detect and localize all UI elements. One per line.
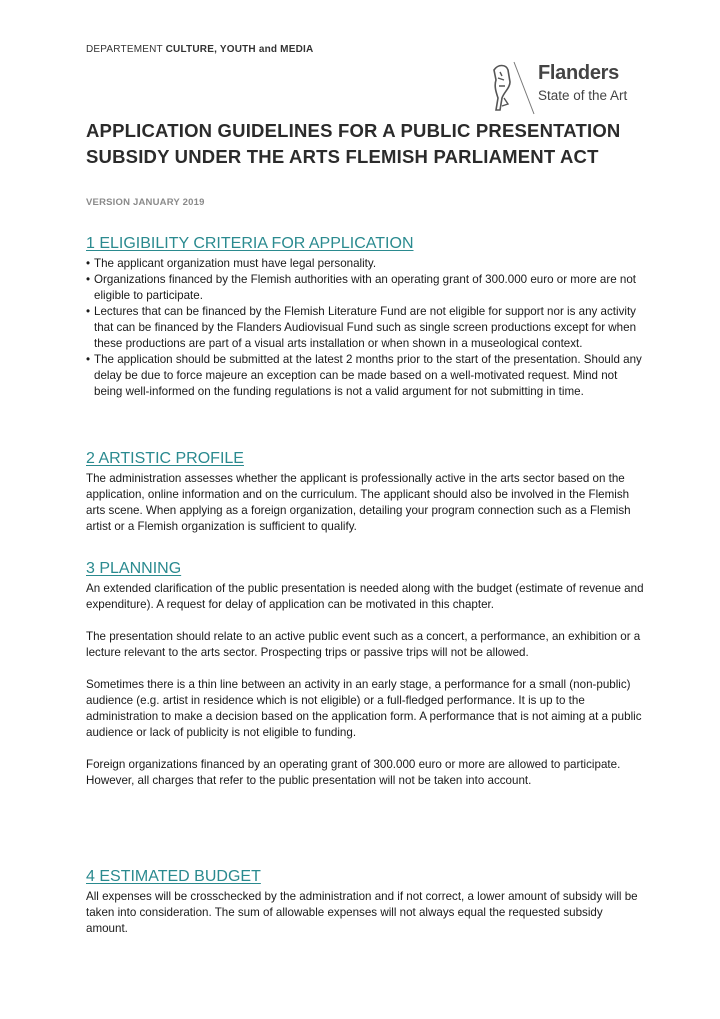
section-4-body (86, 889, 646, 953)
paragraph: The presentation should relate to an active public event such as a concert, a performance, an exhibition or a lecture relevant to the arts sector. Prospecting trips or passive trips will not be allowed. (86, 630, 641, 659)
section-2-heading: 2 ARTISTIC PROFILE (86, 450, 244, 467)
paragraph: An extended clarification of the public presentation is needed along with the budget (estimate of revenue and expenditure). A request for delay of application can be motivated in this chapter. (86, 582, 644, 611)
logo-title: Flanders (538, 62, 619, 84)
section-2-body (86, 471, 646, 551)
section-1-heading: 1 ELIGIBILITY CRITERIA FOR APPLICATION (86, 235, 414, 252)
flanders-logo (488, 58, 648, 118)
list-item: • Organizations financed by the Flemish authorities with an operating grant of 300.000 euro or more are not eligible to participate. (86, 272, 646, 304)
list-item: • The application should be submitted at the latest 2 months prior to the start of the presentation. Should any delay be due to force majeure an exception can be made based on a well-motivated request. Mind not being well-informed on the funding regulations is not a valid argument for not submitting in time. (86, 352, 646, 400)
paragraph: Foreign organizations financed by an operating grant of 300.000 euro or more are allowed to participate. However, all charges that refer to the public presentation will not be taken into account. (86, 758, 621, 787)
flemish-lion-icon (488, 58, 536, 118)
list-item: • Lectures that can be financed by the Flemish Literature Fund are not eligible for support nor is any activity that can be financed by the Flanders Audiovisual Fund such as single screen productions except for when these productions are part of a visual arts installation or when shown in a museological context. (86, 304, 646, 352)
document-version: VERSION JANUARY 2019 (86, 197, 205, 208)
paragraph: All expenses will be crosschecked by the administration and if not correct, a lower amount of subsidy will be taken into consideration. The sum of allowable expenses will not always equal the requested subsidy amount. (86, 890, 638, 935)
section-4-heading: 4 ESTIMATED BUDGET (86, 868, 261, 885)
eligibility-list (86, 256, 646, 400)
section-3-heading: 3 PLANNING (86, 560, 182, 577)
department-prefix: DEPARTEMENT (86, 44, 166, 55)
logo-tagline: State of the Art (538, 88, 628, 103)
paragraph: Sometimes there is a thin line between an activity in an early stage, a performance for a small (non-public) audience (e.g. artist in residence which is not eligible) or a full-fledged performance. It is up to the administration to make a decision based on the application form. A performance that is not aiming at a public audience or lack of publicity is not eligible to funding. (86, 678, 642, 739)
department-name: CULTURE, YOUTH and MEDIA (165, 44, 314, 55)
document-title: APPLICATION GUIDELINES FOR A PUBLIC PRESENTATION SUBSIDY UNDER THE ARTS FLEMISH PARLIAMENT ACT (86, 120, 621, 167)
section-3-body (86, 581, 646, 805)
department-label (86, 44, 313, 55)
paragraph: The administration assesses whether the applicant is professionally active in the arts sector based on the application, online information and on the curriculum. The applicant should also be involved in the Flemish arts scene. When applying as a foreign organization, detailing your program connection such as a Flemish artist or a Flemish organization is sufficient to qualify. (86, 472, 631, 533)
list-item: • The applicant organization must have legal personality. (86, 256, 646, 272)
